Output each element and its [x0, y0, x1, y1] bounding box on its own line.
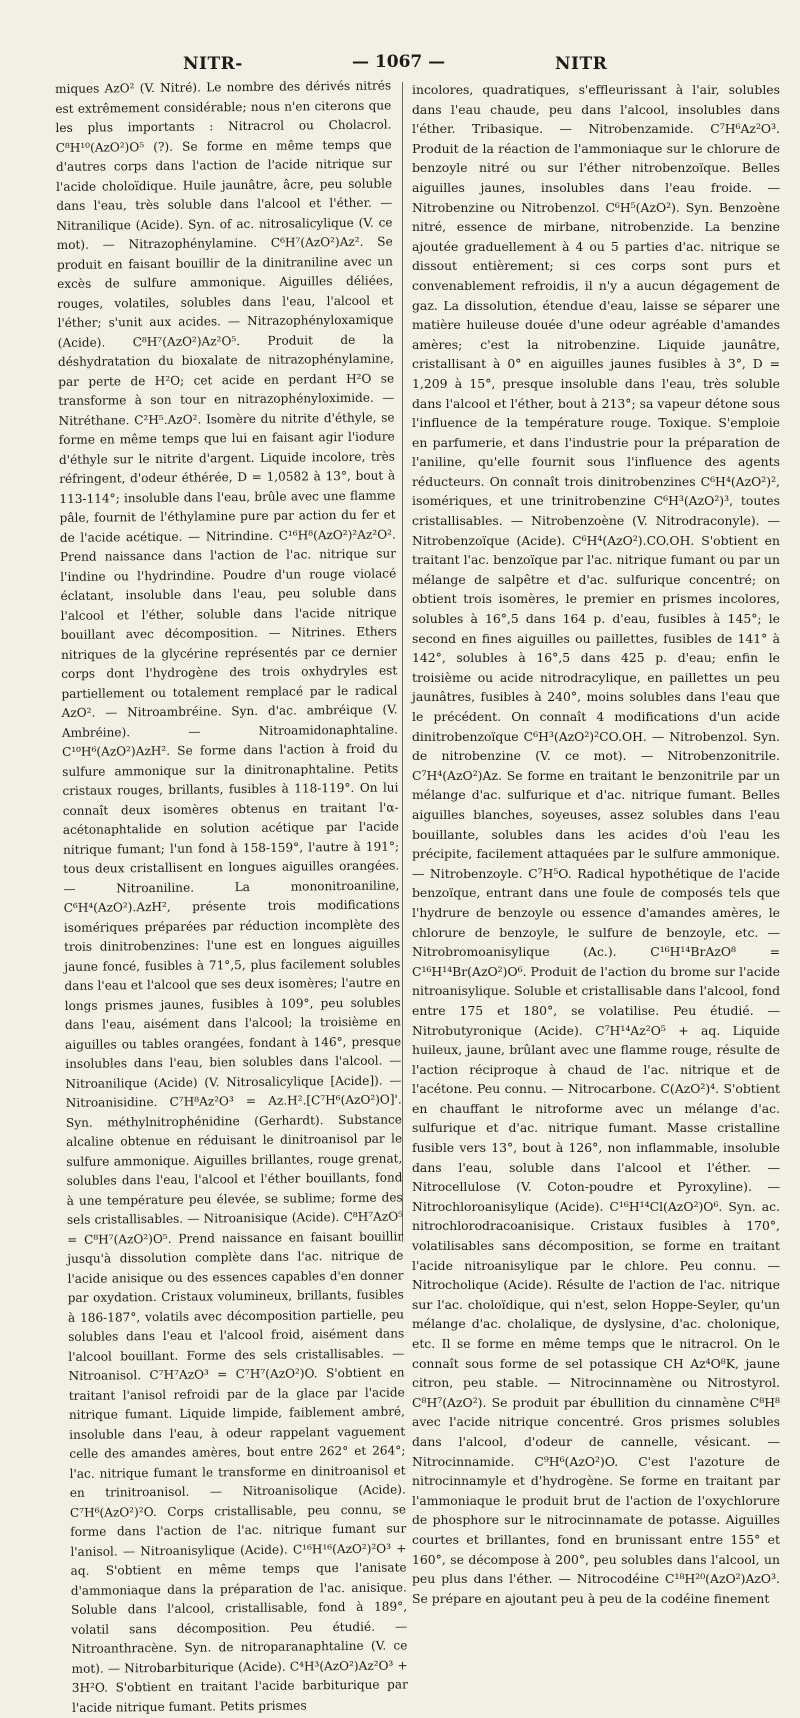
right-column-text: incolores, quadratiques, s'effleurissant à l'air, solubles dans l'eau chaude, peu dans l'alcool, insolubles dans l'éther. Tribasique. — Nitrobenzamide. C⁷H⁶Az²O³. Produit de la réaction de l'ammoniaque sur le chlorure de benzoyle nitré ou sur l'éther nitrobenzoïque. Belles aiguilles jaunes, insolubles dans l'eau froide. — Nitrobenzine ou Nitrobenzol. C⁶H⁵(AzO²). Syn. Benzoène nitré, essence de mirbane, nitrobenzide. La benzine ajoutée graduellement à 4 ou 5 parties d'ac. nitrique se dissout entièrement; si ces corps sont purs et convenablement refroidis, il n'y a aucun dégagement de gaz. La dissolution, étendue d'eau, laisse se séparer une matière huileuse douée d'une odeur agréable d'amandes amères; c'est la nitrobenzine. Liquide jaunâtre, cristallisant à 0° en aiguilles jaunes fusibles à 3°, D = 1,209 à 15°, presque insoluble dans l'eau, très soluble dans l'alcool et l'éther, bout à 213°; sa vapeur détone sous l'influence de la température rouge. Toxique. S'emploie en parfumerie, et dans l'industrie pour la préparation de l'aniline, qu'elle fournit sous l'influence des agents réducteurs. On connaît trois dinitrobenzines C⁶H⁴(AzO²)², isomériques, et une trinitrobenzine C⁶H³(AzO²)³, toutes cristallisables. — Nitrobenzoène (V. Nitrodraconyle). — Nitrobenzoïque (Acide). C⁶H⁴(AzO²).CO.OH. S'obtient en traitant l'ac. benzoïque par l'ac. nitrique fumant ou par un mélange de salpêtre et d'ac. sulfurique concentré; on obtient trois isomères, le premier en prismes incolores, solubles à 16°,5 dans 164 p. d'eau, fusibles à 145°; le second en fines aiguilles ou paillettes, fusibles de 141° à 142°, solubles à 16°,5 dans 425 p. d'eau; enfin le troisième ou acide nitrodracylique, en paillettes un peu jaunâtres, fusibles à 240°, moins solubles dans l'eau que le précédent. On connaît 4 modifications d'un acide dinitrobenzoïque C⁶H³(AzO²)²CO.OH. — Nitrobenzol. Syn. de nitrobenzine (V. ce mot). — Nitrobenzonitrile. C⁷H⁴(AzO²)Az. Se forme en traitant le benzonitrile par un mélange d'ac. sulfurique et d'ac. nitrique fumant. Belles aiguilles blanches, soyeuses, assez solubles dans l'eau bouillante, solubles dans les acides d'où l'eau les précipite, facilement attaquées par le sulfure ammonique. — Nitrobenzoyle. C⁷H⁵O. Radical hypothétique de l'acide benzoïque, entrant dans une foule de composés tels que l'hydrure de benzoyle ou essence d'amandes amères, le chlorure de benzoyle, le sulfure de benzoyle, etc. — Nitrobromoanisylique (Ac.). C¹⁶H¹⁴BrAzO⁸ = C¹⁶H¹⁴Br(AzO²)O⁶. Produit de l'action du brome sur l'acide nitroanisylique. Soluble et cristallisable dans l'alcool, fond entre 175 et 180°, se volatilise. Peu étudié. — Nitrobutyronique (Acide). C⁷H¹⁴Az²O⁵ + aq. Liquide huileux, jaune, brûlant avec une flamme rouge, résulte de l'action réciproque à chaud de l'ac. nitrique et de l'acétone. Peu connu. — Nitrocarbone. C(AzO²)⁴. S'obtient en chauffant le nitroforme avec un mélange d'ac. sulfurique et d'ac. nitrique fumant. Masse cristalline fusible vers 13°, bout à 126°, non inflammable, insoluble dans l'eau, soluble dans l'alcool et l'éther. — Nitrocellulose (V. Coton-poudre et Pyroxyline). — Nitrochloroanisylique (Acide). C¹⁶H¹⁴Cl(AzO²)O⁶. Syn. ac. nitrochlorodracoanisique. Cristaux fusibles à 170°, volatilisables sans décomposition, se forme en traitant l'acide nitroanisylique par le chlore. Peu connu. — Nitrocholique (Acide). Résulte de l'action de l'ac. nitrique sur l'ac. choloïdique, qui n'est, selon Hoppe-Seyler, qu'un mélange d'ac. cholalique, de dyslysine, d'ac. cholonique, etc. Il se forme en même temps que le nitracrol. On le connaît sous forme de sel potassique CH Az⁴O⁸K, jaune citron, peu stable. — Nitrocinnamène ou Nitrostyrol. C⁸H⁷(AzO²). Se produit par ébullition du cinnamène C⁸H⁸ avec l'acide nitrique concentré. Gros prismes solubles dans l'alcool, d'odeur de cannelle, vésicant. — Nitrocinnamide. C⁹H⁶(AzO²)O. C'est l'azoture de nitrocinnamyle et d'hydrogène. Se forme en traitant par l'ammoniaque le produit brut de l'action de l'oxychlorure de phosphore sur le nitrocinnamate de potasse. Aiguilles courtes et brillantes, fond en brunissant entre 155° et 160°, se décompose à 200°, peu solubles dans l'alcool, un peu plus dans l'éther. — Nitrocodéine C¹⁸H²⁰(AzO²)AzO³. Se prépare en ajoutant peu à peu de la codéine finement: [412, 82, 780, 1606]
page-number: — 1067 —: [352, 52, 446, 72]
running-head-left: NITR-: [183, 54, 243, 74]
right-column: [412, 80, 780, 1608]
page-header: [0, 48, 800, 78]
running-head-right: NITR: [555, 54, 608, 74]
left-column: [55, 76, 408, 1717]
left-column-text: miques AzO² (V. Nitré). Le nombre des dérivés nitrés est extrêmement considérable; nous n'en citerons que les plus importants : Nitracrol ou Cholacrol. C⁸H¹⁰(AzO²)O⁵ (?). Se forme en même temps que d'autres corps dans l'action de l'acide nitrique sur l'acide choloïdique. Huile jaunâtre, âcre, peu soluble dans l'eau, très soluble dans l'alcool et l'éther. — Nitranilique (Acide). Syn. of ac. nitrosalicylique (V. ce mot). — Nitrazophénylamine. C⁶H⁷(AzO²)Az². Se produit en faisant bouillir de la dinitraniline avec un excès de sulfure ammonique. Aiguilles déliées, rouges, volatiles, solubles dans l'eau, l'alcool et l'éther; s'unit aux acides. — Nitrazophényloxamique (Acide). C⁸H⁷(AzO²)Az²O⁵. Produit de la déshydratation du bioxalate de nitrazophénylamine, par perte de H²O; cet acide en perdant H²O se transforme à son tour en nitrazophényloximide. — Nitréthane. C²H⁵.AzO². Isomère du nitrite d'éthyle, se forme en même temps que lui en faisant agir l'iodure d'éthyle sur le nitrite d'argent. Liquide incolore, très réfringent, d'odeur éthérée, D = 1,0582 à 13°, bout à 113-114°; insoluble dans l'eau, brûle avec une flamme pâle, fournit de l'éthylamine pure par action du fer et de l'acide acétique. — Nitrindine. C¹⁶H⁸(AzO²)²Az²O². Prend naissance dans l'action de l'ac. nitrique sur l'indine ou l'hydrindine. Poudre d'un rouge violacé éclatant, insoluble dans l'eau, peu soluble dans l'alcool et l'éther, soluble dans l'acide nitrique bouillant avec décomposition. — Nitrines. Ethers nitriques de la glycérine représentés par ce dernier corps dont l'hydrogène des trois oxhydryles est partiellement ou totalement remplacé par le radical AzO². — Nitroambréine. Syn. d'ac. ambréique (V. Ambréine). — Nitroamidonaphtaline. C¹⁰H⁶(AzO²)AzH². Se forme dans l'action à froid du sulfure ammonique sur la dinitronaphtaline. Petits cristaux rouges, brillants, fusibles à 118-119°. On lui connaît deux isomères obtenus en traitant l'α-acétonaphtalide en solution acétique par l'acide nitrique fumant; l'un fond à 158-159°, l'autre à 191°; tous deux cristallisent en longues aiguilles orangées. — Nitroaniline. La mononitroaniline, C⁶H⁴(AzO²).AzH², présente trois modifications isomériques préparées par réduction incomplète des trois dinitrobenzines: l'une est en longues aiguilles jaune foncé, fusibles à 71°,5, plus facilement solubles dans l'eau et l'alcool que ses deux isomères; l'autre en longs prismes jaunes, fusibles à 109°, peu solubles dans l'eau, aisément dans l'alcool; la troisième en aiguilles ou tables orangées, fondant à 146°, presque insolubles dans l'eau, bien solubles dans l'alcool. — Nitroanilique (Acide) (V. Nitrosalicylique [Acide]). — Nitroanisidine. C⁷H⁸Az²O³ = Az.H².[C⁷H⁶(AzO²)O]'. Syn. méthylnitrophénidine (Gerhardt). Substance alcaline obtenue en réduisant le dinitroanisol par le sulfure ammonique. Aiguilles brillantes, rouge grenat, solubles dans l'eau, l'alcool et l'éther bouillants, fond à une température peu élevée, se sublime; forme des sels cristallisables. — Nitroanisique (Acide). C⁸H⁷AzO⁵ = C⁸H⁷(AzO²)O⁵. Prend naissance en faisant bouillir jusqu'à dissolution complète dans l'ac. nitrique de l'acide anisique ou des essences capables d'en donner par oxydation. Cristaux volumineux, brillants, fusibles à 186-187°, volatils avec décomposition partielle, peu solubles dans l'eau et l'alcool froid, aisément dans l'alcool bouillant. Forme des sels cristallisables. — Nitroanisol. C⁷H⁷AzO³ = C⁷H⁷(AzO²)O. S'obtient en traitant l'anisol refroidi par de la glace par l'acide nitrique fumant. Liquide limpide, faiblement ambré, insoluble dans l'eau, à odeur rappelant vaguement celle des amandes amères, bout entre 262° et 264°; l'ac. nitrique fumant le transforme en dinitroanisol et en trinitroanisol. — Nitroanisolique (Acide). C⁷H⁶(AzO²)²O. Corps cristallisable, peu connu, se forme dans l'action de l'ac. nitrique fumant sur l'anisol. — Nitroanisylique (Acide). C¹⁶H¹⁶(AzO²)²O³ + aq. S'obtient en même temps que l'anisate d'ammoniaque dans la préparation de l'ac. anisique. Soluble dans l'alcool, cristallisable, fond à 189°, volatil sans décomposition. Peu étudié. — Nitroanthracène. Syn. de nitroparanaphtaline (V. ce mot). — Nitrobarbiturique (Acide). C⁴H³(AzO²)Az²O³ + 3H²O. S'obtient en traitant l'acide barbiturique par l'acide nitrique fumant. Petits prismes: [55, 78, 408, 1715]
column-divider: [402, 82, 403, 1242]
